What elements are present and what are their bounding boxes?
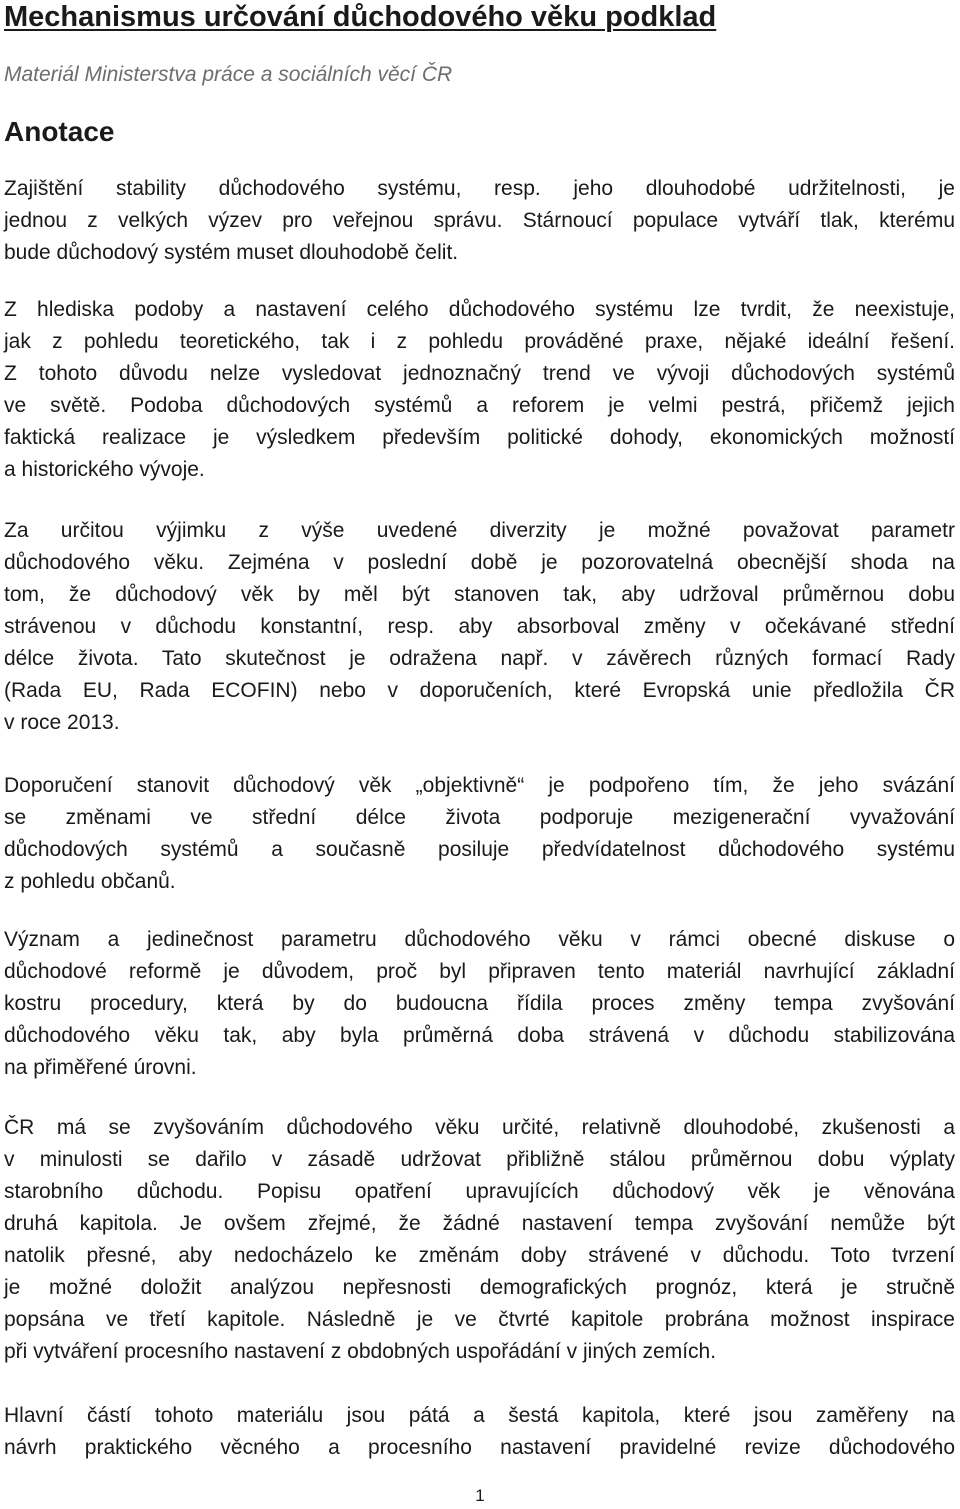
paragraph-line: ČR má se zvyšováním důchodového věku určité, relativně dlouhodobé, zkušenosti a <box>4 1116 955 1139</box>
paragraph-line: Doporučení stanovit důchodový věk „objektivně“ je podpořeno tím, že jeho svázání <box>4 774 955 797</box>
paragraph-line: v minulosti se dařilo v zásadě udržovat přibližně stálou průměrnou dobu výplaty <box>4 1148 955 1171</box>
paragraph-line: jednou z velkých výzev pro veřejnou správu. Stárnoucí populace vytváří tlak, kterému <box>4 209 955 232</box>
paragraph-line: jak z pohledu teoretického, tak i z pohledu prováděné praxe, nějaké ideální řešení. <box>4 330 955 353</box>
paragraph-4 <box>4 770 955 898</box>
paragraph-line: důchodového věku. Zejména v poslední době je pozorovatelná obecnější shoda na <box>4 551 955 574</box>
document-subtitle: Materiál Ministerstva práce a sociálních věcí ČR <box>4 63 453 86</box>
paragraph-line: ve světě. Podoba důchodových systémů a reforem je velmi pestrá, přičemž jejich <box>4 394 955 417</box>
paragraph-line: druhá kapitola. Je ovšem zřejmé, že žádné nastavení tempa zvyšování nemůže být <box>4 1212 955 1235</box>
paragraph-line: návrh praktického věcného a procesního nastavení pravidelné revize důchodového <box>4 1436 955 1459</box>
paragraph-7 <box>4 1400 955 1464</box>
paragraph-line: Z hlediska podoby a nastavení celého důchodového systému lze tvrdit, že neexistuje, <box>4 298 955 321</box>
paragraph-5 <box>4 924 955 1084</box>
paragraph-line: délce života. Tato skutečnost je odražena např. v závěrech různých formací Rady <box>4 647 955 670</box>
paragraph-line: důchodového věku tak, aby byla průměrná doba strávená v důchodu stabilizována <box>4 1024 955 1047</box>
paragraph-1 <box>4 173 955 269</box>
paragraph-line: (Rada EU, Rada ECOFIN) nebo v doporučeních, které Evropská unie předložila ČR <box>4 679 955 702</box>
document-title: Mechanismus určování důchodového věku podklad <box>4 1 717 33</box>
paragraph-line: Význam a jedinečnost parametru důchodového věku v rámci obecné diskuse o <box>4 928 955 951</box>
paragraph-line: při vytváření procesního nastavení z obdobných uspořádání v jiných zemích. <box>4 1340 717 1363</box>
paragraph-6 <box>4 1112 955 1368</box>
paragraph-line: z pohledu občanů. <box>4 870 176 893</box>
paragraph-line: důchodové reformě je důvodem, proč byl připraven tento materiál navrhující základní <box>4 960 955 983</box>
paragraph-line: bude důchodový systém muset dlouhodobě čelit. <box>4 241 459 264</box>
paragraph-line: je možné doložit analýzou nepřesnosti demografických prognóz, která je stručně <box>4 1276 955 1299</box>
paragraph-line: Z tohoto důvodu nelze vysledovat jednoznačný trend ve vývoji důchodových systémů <box>4 362 955 385</box>
paragraph-line: faktická realizace je výsledkem především politické dohody, ekonomických možností <box>4 426 955 449</box>
paragraph-line: strávenou v důchodu konstantní, resp. aby absorboval změny v očekávané střední <box>4 615 955 638</box>
paragraph-2 <box>4 294 955 486</box>
paragraph-line: Za určitou výjimku z výše uvedené diverzity je možné považovat parametr <box>4 519 955 542</box>
paragraph-line: v roce 2013. <box>4 711 120 734</box>
paragraph-line: na přiměřené úrovni. <box>4 1056 197 1079</box>
paragraph-line: se změnami ve střední délce života podporuje mezigenerační vyvažování <box>4 806 955 829</box>
page-number: 1 <box>475 1486 485 1505</box>
paragraph-line: Zajištění stability důchodového systému, resp. jeho dlouhodobé udržitelnosti, je <box>4 177 955 200</box>
paragraph-line: kostru procedury, která by do budoucna řídila proces změny tempa zvyšování <box>4 992 955 1015</box>
paragraph-line: a historického vývoje. <box>4 458 205 481</box>
paragraph-line: natolik přesné, aby nedocházelo ke změnám doby strávené v důchodu. Toto tvrzení <box>4 1244 955 1267</box>
paragraph-3 <box>4 515 955 739</box>
paragraph-line: popsána ve třetí kapitole. Následně je ve čtvrté kapitole probrána možnost inspirace <box>4 1308 955 1331</box>
paragraph-line: tom, že důchodový věk by měl být stanoven tak, aby udržoval průměrnou dobu <box>4 583 955 606</box>
paragraph-line: starobního důchodu. Popisu opatření upravujících důchodový věk je věnována <box>4 1180 955 1203</box>
paragraph-line: Hlavní částí tohoto materiálu jsou pátá a šestá kapitola, které jsou zaměřeny na <box>4 1404 955 1427</box>
paragraph-line: důchodových systémů a současně posiluje předvídatelnost důchodového systému <box>4 838 955 861</box>
section-heading-anotace: Anotace <box>4 116 115 147</box>
